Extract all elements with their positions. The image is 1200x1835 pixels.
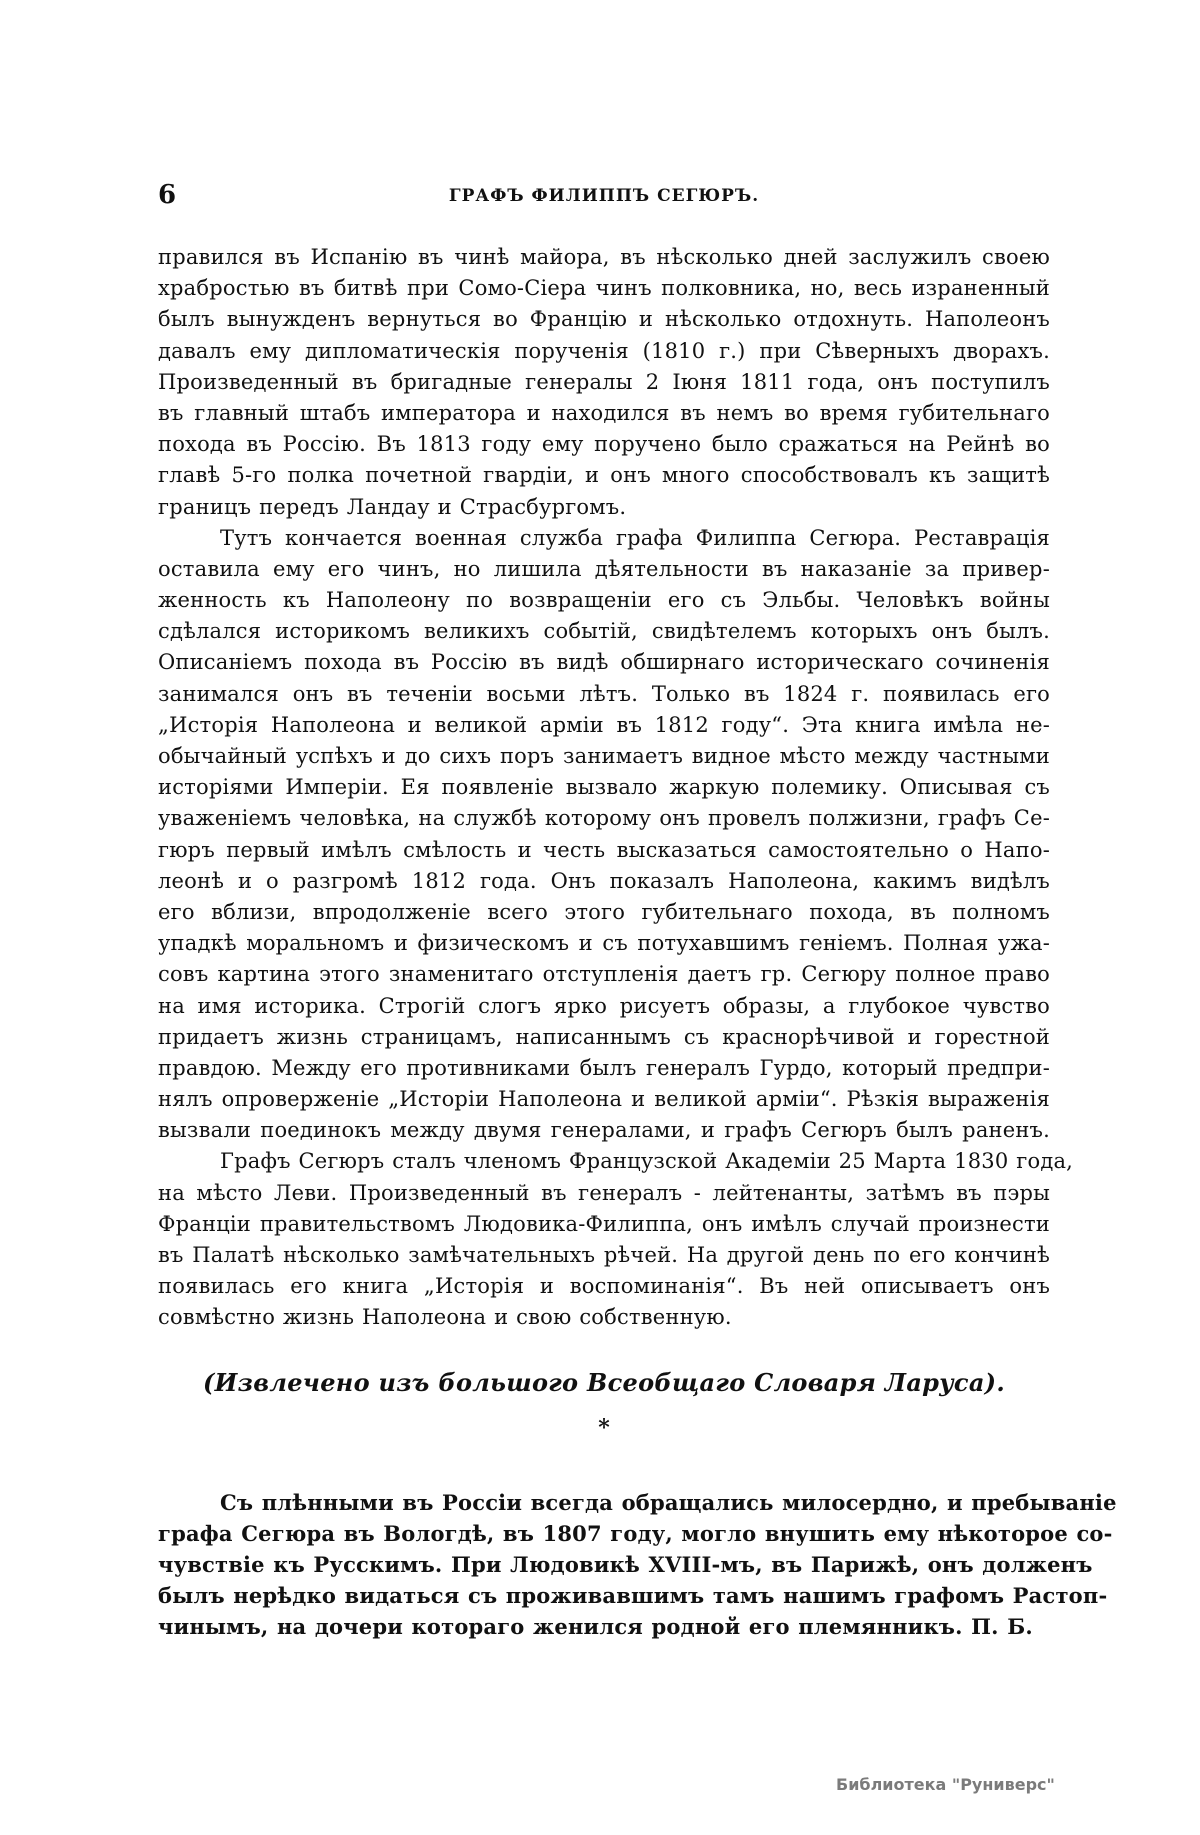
text-line: Произведенный въ бригадные генералы 2 Іюня 1811 года, онъ поступилъ xyxy=(158,369,1050,394)
text-line: похода въ Россію. Въ 1813 году ему поручено было сражаться на Рейнѣ во xyxy=(158,432,1050,457)
text-line: оставила ему его чинъ, но лишила дѣятельности въ наказаніе за привер- xyxy=(158,556,1050,581)
text-line: его вблизи, впродолженіе всего этого губительнаго похода, въ полномъ xyxy=(158,899,1050,924)
text-line: нялъ опроверженіе „Исторіи Наполеона и великой арміи“. Рѣзкія выраженія xyxy=(158,1087,1050,1112)
text-line: сдѣлался историкомъ великихъ событій, свидѣтелемъ которыхъ онъ былъ. xyxy=(158,619,1050,644)
text-line: придаетъ жизнь страницамъ, написаннымъ съ краснорѣчивой и горестной xyxy=(158,1024,1050,1049)
text-line: совъ картина этого знаменитаго отступленія даетъ гр. Сегюру полное право xyxy=(158,962,1050,987)
text-line: исторіями Имперіи. Ея появленіе вызвало жаркую полемику. Описывая съ xyxy=(158,775,1050,800)
text-line: Описаніемъ похода въ Россію въ видѣ обширнаго историческаго сочиненія xyxy=(158,650,1050,675)
text-line: занимался онъ въ теченіи восьми лѣтъ. Только въ 1824 г. появилась его xyxy=(158,681,1050,706)
text-line: уваженіемъ человѣка, на службѣ которому онъ провелъ полжизни, графъ Се- xyxy=(158,806,1050,831)
paragraph-3 xyxy=(158,1146,1074,1333)
text-line: главѣ 5-го полка почетной гвардіи, и онъ много способствовалъ къ защитѣ xyxy=(158,463,1050,488)
paragraph-1 xyxy=(158,242,1050,523)
text-line: женность къ Наполеону по возвращеніи его съ Эльбы. Человѣкъ войны xyxy=(158,588,1050,613)
paragraph-2 xyxy=(158,523,1050,1147)
text-line: появилась его книга „Исторія и воспоминанія“. Въ ней описываетъ онъ xyxy=(158,1274,1050,1299)
text-line: въ главный штабъ императора и находился въ немъ во время губительнаго xyxy=(158,400,1050,425)
text-line: упадкѣ моральномъ и физическомъ и съ потухавшимъ геніемъ. Полная ужа- xyxy=(158,931,1050,956)
text-line: Тутъ кончается военная служба графа Филиппа Сегюра. Реставрація xyxy=(220,525,1050,550)
text-line: храбростью въ битвѣ при Сомо-Сіера чинъ полковника, но, весь израненный xyxy=(158,276,1050,301)
section-separator: * xyxy=(598,1414,610,1441)
text-line: совмѣстно жизнь Наполеона и свою собственную. xyxy=(158,1305,732,1330)
text-line: былъ нерѣдко видаться съ проживавшимъ тамъ нашимъ графомъ Растоп- xyxy=(158,1582,1108,1608)
text-line: графа Сегюра въ Вологдѣ, въ 1807 году, могло внушить ему нѣкоторое со- xyxy=(158,1520,1113,1546)
text-line: Съ плѣнными въ Россіи всегда обращались милосердно, и пребываніе xyxy=(220,1489,1117,1515)
editor-note xyxy=(158,1487,1117,1642)
text-line: Графъ Сегюръ сталъ членомъ Французской Академіи 25 Марта 1830 года, xyxy=(220,1149,1074,1174)
text-line: правился въ Испанію въ чинѣ майора, въ нѣсколько дней заслужилъ своею xyxy=(158,245,1050,269)
text-line: чинымъ, на дочери котораго женился родной его племянникъ. П. Б. xyxy=(158,1613,1033,1639)
source-note: (Извлечено изъ большого Всеобщаго Словаря Ларуса). xyxy=(203,1367,1005,1397)
text-line: гюръ первый имѣлъ смѣлость и честь высказаться самостоятельно о Напо- xyxy=(158,837,1050,862)
book-page xyxy=(158,180,1117,1642)
text-line: чувствіе къ Русскимъ. При Людовикѣ XVIII-мъ, въ Парижѣ, онъ долженъ xyxy=(158,1551,1093,1577)
text-line: правдою. Между его противниками былъ генералъ Гурдо, который предпри- xyxy=(158,1055,1050,1080)
running-title: ГРАФЪ ФИЛИППЪ СЕГЮРЪ. xyxy=(448,186,760,206)
text-line: обычайный успѣхъ и до сихъ поръ занимаетъ видное мѣсто между частными xyxy=(158,744,1050,768)
page-number: 6 xyxy=(158,180,177,210)
text-line: Франціи правительствомъ Людовика-Филиппа, онъ имѣлъ случай произнести xyxy=(158,1211,1050,1236)
text-line: былъ вынужденъ вернуться во Францію и нѣсколько отдохнуть. Наполеонъ xyxy=(158,307,1050,332)
running-head xyxy=(158,180,1050,214)
text-line: на имя историка. Строгій слогъ ярко рисуетъ образы, а глубокое чувство xyxy=(158,993,1050,1018)
body-text xyxy=(158,242,1074,1334)
text-line: на мѣсто Леви. Произведенный въ генералъ - лейтенанты, затѣмъ въ пэры xyxy=(158,1180,1050,1205)
text-line: давалъ ему дипломатическія порученія (1810 г.) при Сѣверныхъ дворахъ. xyxy=(158,338,1050,363)
text-line: леонѣ и о разгромѣ 1812 года. Онъ показалъ Наполеона, какимъ видѣлъ xyxy=(158,868,1050,893)
text-line: въ Палатѣ нѣсколько замѣчательныхъ рѣчей. На другой день по его кончинѣ xyxy=(158,1243,1050,1267)
library-watermark: Библиотека "Руниверс" xyxy=(836,1775,1055,1794)
text-line: „Исторія Наполеона и великой арміи въ 1812 году“. Эта книга имѣла не- xyxy=(158,712,1050,737)
text-line: вызвали поединокъ между двумя генералами, и графъ Сегюръ былъ раненъ. xyxy=(158,1118,1050,1143)
text-line: границъ передъ Ландау и Страсбургомъ. xyxy=(158,494,627,519)
